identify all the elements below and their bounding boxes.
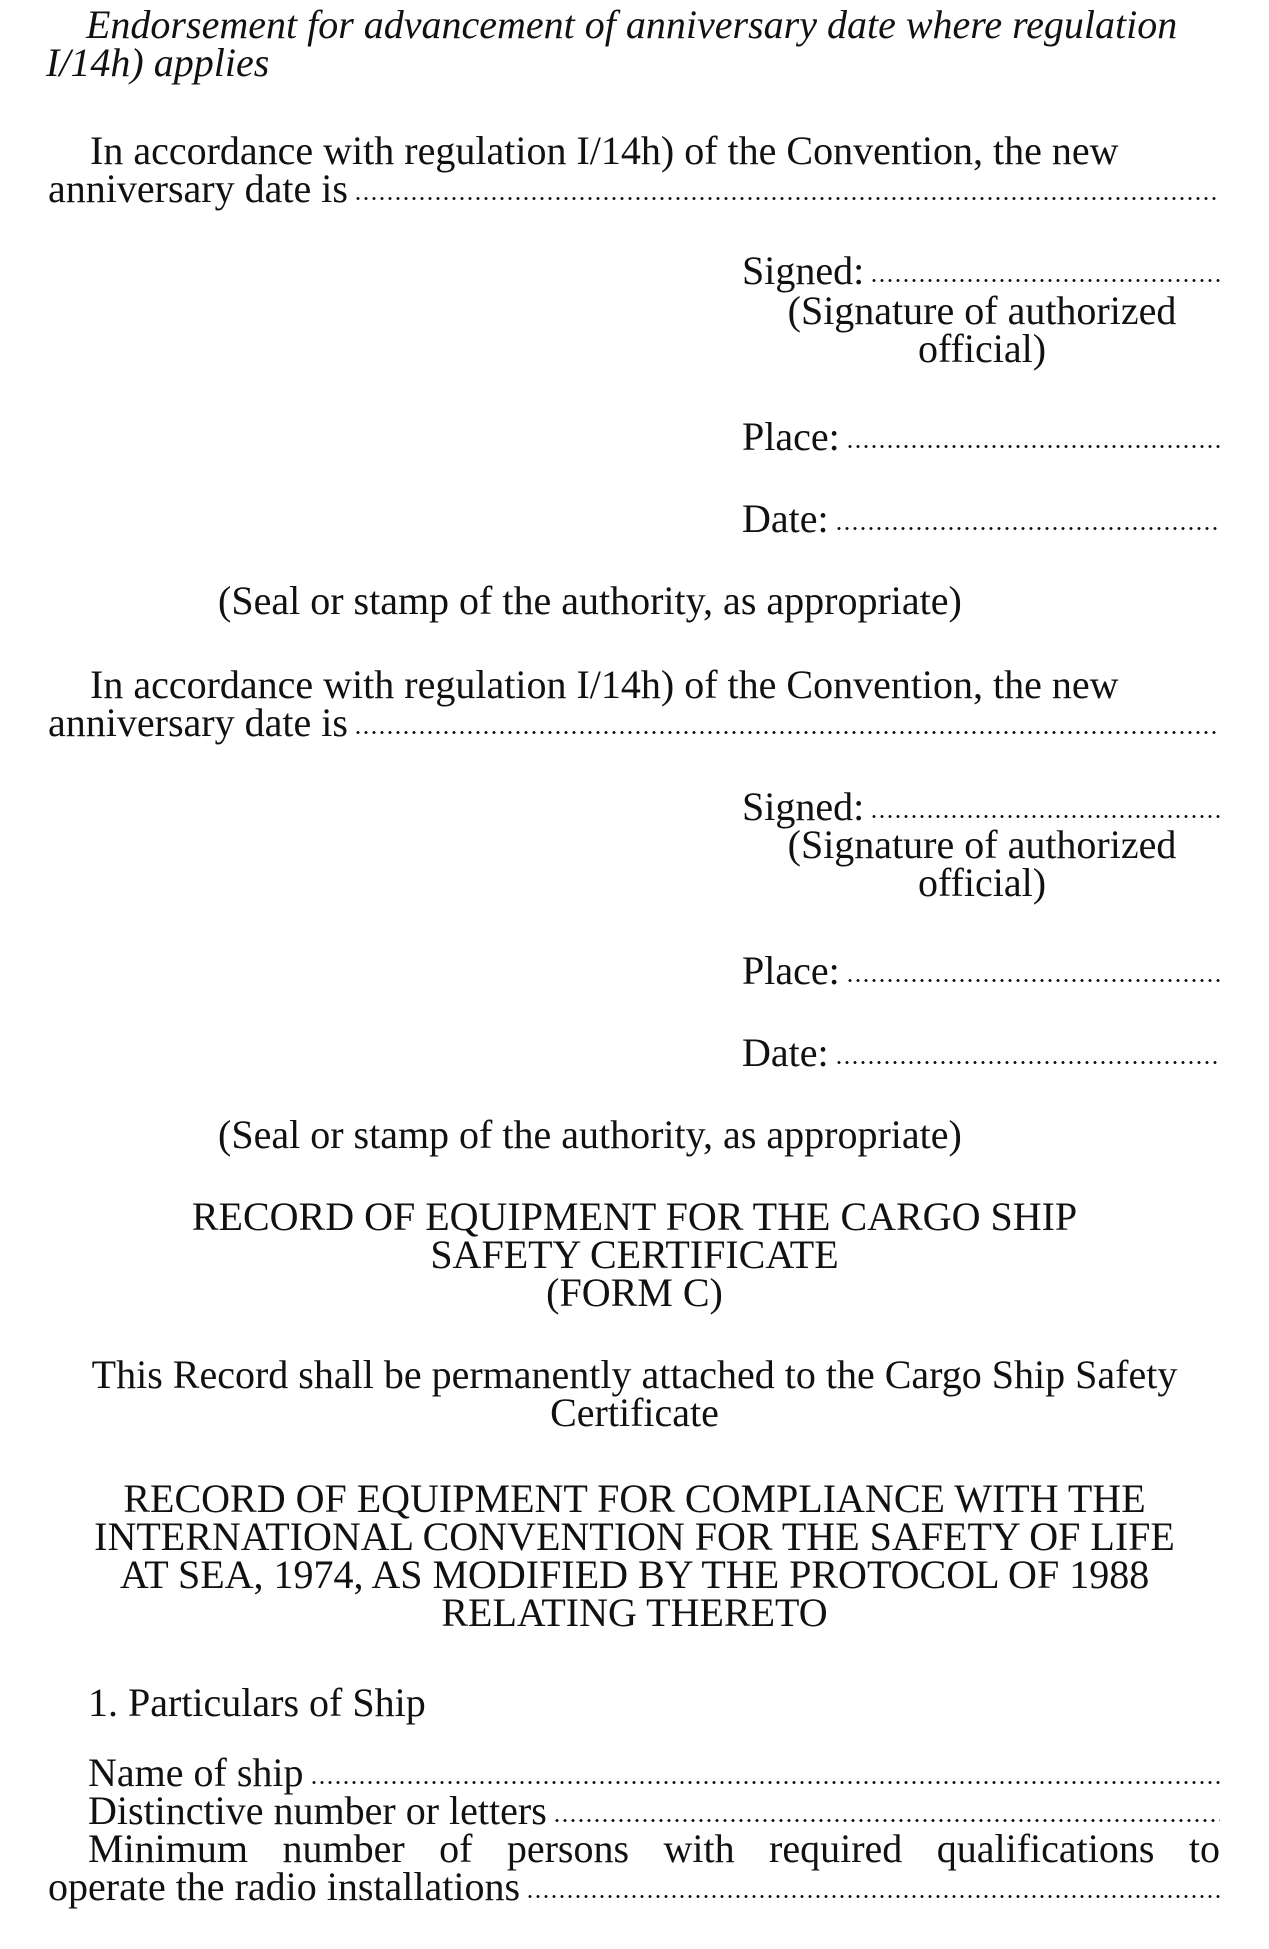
radio-installations-label: operate the radio installations xyxy=(48,1864,521,1909)
compliance-title-line4: RELATING THERETO xyxy=(441,1590,828,1635)
compliance-title-line3: AT SEA, 1974, AS MODIFIED BY THE PROTOCOL OF 1988 xyxy=(119,1552,1150,1597)
endorsement-1-anniversary-date-field xyxy=(48,166,1220,211)
anniversary-date-label: anniversary date is xyxy=(48,166,348,211)
endorsement-1-paragraph-line1: In accordance with regulation I/14h) of the Convention, the new xyxy=(90,128,1119,173)
record-title-line3: (FORM C) xyxy=(546,1270,723,1315)
dotted-leader xyxy=(354,731,1220,734)
endorsement-2-anniversary-date-field xyxy=(48,700,1220,745)
endorsement-heading-line2: I/14h) applies xyxy=(46,40,270,85)
attach-note-line2: Certificate xyxy=(550,1390,719,1435)
distinctive-number-label: Distinctive number or letters xyxy=(88,1788,547,1833)
dotted-leader xyxy=(870,279,1220,282)
signed-label: Signed: xyxy=(742,784,865,829)
persons-qualifications-line1: Minimum number of persons with required qualifications to xyxy=(88,1826,1220,1871)
dotted-leader xyxy=(310,1781,1220,1784)
record-title-line2: SAFETY CERTIFICATE xyxy=(430,1232,839,1277)
endorsement-heading-line1: Endorsement for advancement of anniversary date where regulation xyxy=(86,2,1178,47)
endorsement-2-date-field xyxy=(742,1030,1220,1075)
name-of-ship-field xyxy=(88,1750,1220,1795)
radio-installations-field xyxy=(48,1864,1220,1909)
name-of-ship-label: Name of ship xyxy=(88,1750,304,1795)
dotted-leader xyxy=(870,815,1220,818)
endorsement-1-signature-note-line2: official) xyxy=(917,326,1047,371)
date-label: Date: xyxy=(742,1030,829,1075)
section-1-title: 1. Particulars of Ship xyxy=(88,1680,426,1725)
anniversary-date-label: anniversary date is xyxy=(48,700,348,745)
endorsement-2-signed-field xyxy=(742,784,1220,829)
dotted-leader xyxy=(846,979,1220,982)
endorsement-2-signature-note-line2: official) xyxy=(917,860,1047,905)
endorsement-1-date-field xyxy=(742,496,1220,541)
endorsement-1-signature-note-line1: (Signature of authorized xyxy=(787,288,1177,333)
compliance-title-line1: RECORD OF EQUIPMENT FOR COMPLIANCE WITH THE xyxy=(123,1476,1146,1521)
signed-label: Signed: xyxy=(742,248,865,293)
endorsement-1-signed-field xyxy=(742,248,1220,293)
dotted-leader xyxy=(354,197,1220,200)
dotted-leader xyxy=(846,445,1220,448)
dotted-leader xyxy=(835,1061,1220,1064)
endorsement-1-place-field xyxy=(742,414,1220,459)
attach-note-line1: This Record shall be permanently attached to the Cargo Ship Safety xyxy=(91,1352,1178,1397)
endorsement-2-paragraph-line1: In accordance with regulation I/14h) of the Convention, the new xyxy=(90,662,1119,707)
record-title-line1: RECORD OF EQUIPMENT FOR THE CARGO SHIP xyxy=(191,1194,1078,1239)
place-label: Place: xyxy=(742,948,840,993)
dotted-leader xyxy=(526,1895,1220,1898)
dotted-leader xyxy=(835,527,1220,530)
endorsement-1-seal-note: (Seal or stamp of the authority, as appropriate) xyxy=(218,578,962,623)
dotted-leader xyxy=(553,1819,1220,1822)
date-label: Date: xyxy=(742,496,829,541)
endorsement-2-signature-note-line1: (Signature of authorized xyxy=(787,822,1177,867)
place-label: Place: xyxy=(742,414,840,459)
endorsement-2-place-field xyxy=(742,948,1220,993)
distinctive-number-field xyxy=(88,1788,1220,1833)
compliance-title-line2: INTERNATIONAL CONVENTION FOR THE SAFETY OF LIFE xyxy=(94,1514,1175,1559)
endorsement-2-seal-note: (Seal or stamp of the authority, as appropriate) xyxy=(218,1112,962,1157)
